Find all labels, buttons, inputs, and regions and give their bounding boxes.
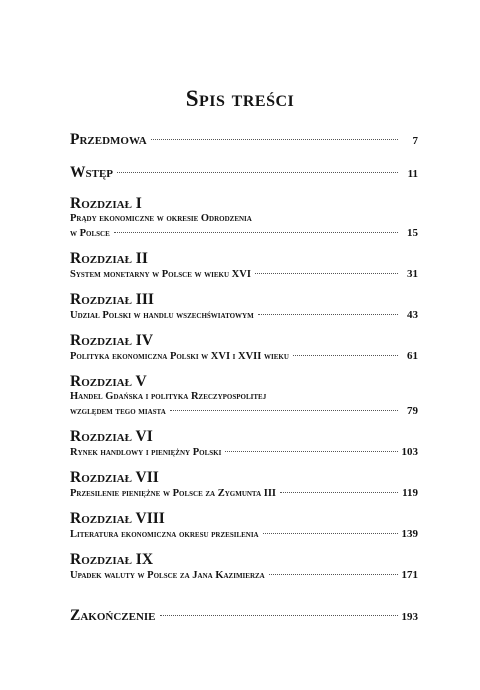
chapter-title: Przesilenie pieniężne w Polsce za Zygmunta III xyxy=(70,488,277,499)
chapter-heading: Rozdział VII xyxy=(70,469,159,486)
chapter-title-line: Handel Gdańska i polityka Rzeczypospolitej xyxy=(70,391,267,402)
section-title: Zakończenie xyxy=(70,607,156,624)
dot-leader xyxy=(293,355,398,356)
dot-leader xyxy=(280,492,398,493)
toc-row xyxy=(70,527,418,542)
chapter-heading: Rozdział III xyxy=(70,291,154,308)
chapter-title: Rynek handlowy i pieniężny Polski xyxy=(70,447,222,458)
page-number: 193 xyxy=(401,611,418,623)
toc-row xyxy=(70,130,418,151)
chapter-title: w Polsce xyxy=(70,228,110,239)
page-number: 7 xyxy=(412,135,418,147)
page-number: 11 xyxy=(407,168,418,180)
page-number: 139 xyxy=(401,528,418,540)
dot-leader xyxy=(269,574,398,575)
section-title: Wstęp xyxy=(70,164,114,181)
page-title: Spis treści xyxy=(185,86,295,111)
toc-row xyxy=(70,163,418,184)
toc-entry xyxy=(70,606,418,627)
dot-leader xyxy=(258,314,398,315)
chapter-heading: Rozdział VIII xyxy=(70,510,165,527)
chapter-title: Literatura ekonomiczna okresu przesilenia xyxy=(70,529,259,540)
toc-entry xyxy=(70,373,418,419)
chapter-title: Upadek waluty w Polsce za Jana Kazimierza xyxy=(70,570,265,581)
toc-entry xyxy=(70,195,418,241)
table-of-contents xyxy=(70,130,418,627)
page-number: 79 xyxy=(407,405,418,417)
page-number: 31 xyxy=(407,268,418,280)
chapter-title: Udział Polski w handlu wszechświatowym xyxy=(70,310,254,321)
dot-leader xyxy=(117,172,398,173)
page-number: 171 xyxy=(401,569,418,581)
toc-entry xyxy=(70,332,418,364)
toc-row xyxy=(70,267,418,282)
chapter-heading: Rozdział I xyxy=(70,195,142,212)
toc-row xyxy=(70,606,418,627)
dot-leader xyxy=(263,533,398,534)
page-number: 119 xyxy=(402,487,418,499)
dot-leader xyxy=(160,615,398,616)
chapter-heading: Rozdział V xyxy=(70,373,147,390)
toc-entry xyxy=(70,250,418,282)
page-number: 103 xyxy=(401,446,418,458)
toc-row xyxy=(70,404,418,419)
dot-leader xyxy=(151,139,398,140)
dot-leader xyxy=(255,273,398,274)
toc-entry xyxy=(70,163,418,184)
dot-leader xyxy=(114,232,398,233)
toc-row xyxy=(70,349,418,364)
chapter-heading: Rozdział II xyxy=(70,250,148,267)
section-title: Przedmowa xyxy=(70,131,147,148)
toc-row xyxy=(70,308,418,323)
toc-entry xyxy=(70,469,418,501)
chapter-title-line: Prądy ekonomiczne w okresie Odrodzenia xyxy=(70,213,252,224)
chapter-heading: Rozdział IX xyxy=(70,551,154,568)
toc-row xyxy=(70,445,418,460)
page-number: 61 xyxy=(407,350,418,362)
dot-leader xyxy=(170,410,398,411)
chapter-heading: Rozdział IV xyxy=(70,332,154,349)
toc-row xyxy=(70,486,418,501)
chapter-title: względem tego miasta xyxy=(70,406,166,417)
toc-entry xyxy=(70,510,418,542)
toc-row xyxy=(70,568,418,583)
toc-entry xyxy=(70,291,418,323)
page-number: 43 xyxy=(407,309,418,321)
chapter-title: Polityka ekonomiczna Polski w XVI i XVII wieku xyxy=(70,351,289,362)
page-number: 15 xyxy=(407,227,418,239)
toc-entry xyxy=(70,130,418,151)
toc-entry xyxy=(70,551,418,583)
chapter-title: System monetarny w Polsce w wieku XVI xyxy=(70,269,251,280)
chapter-heading: Rozdział VI xyxy=(70,428,153,445)
dot-leader xyxy=(225,451,397,452)
toc-entry xyxy=(70,428,418,460)
toc-row xyxy=(70,226,418,241)
